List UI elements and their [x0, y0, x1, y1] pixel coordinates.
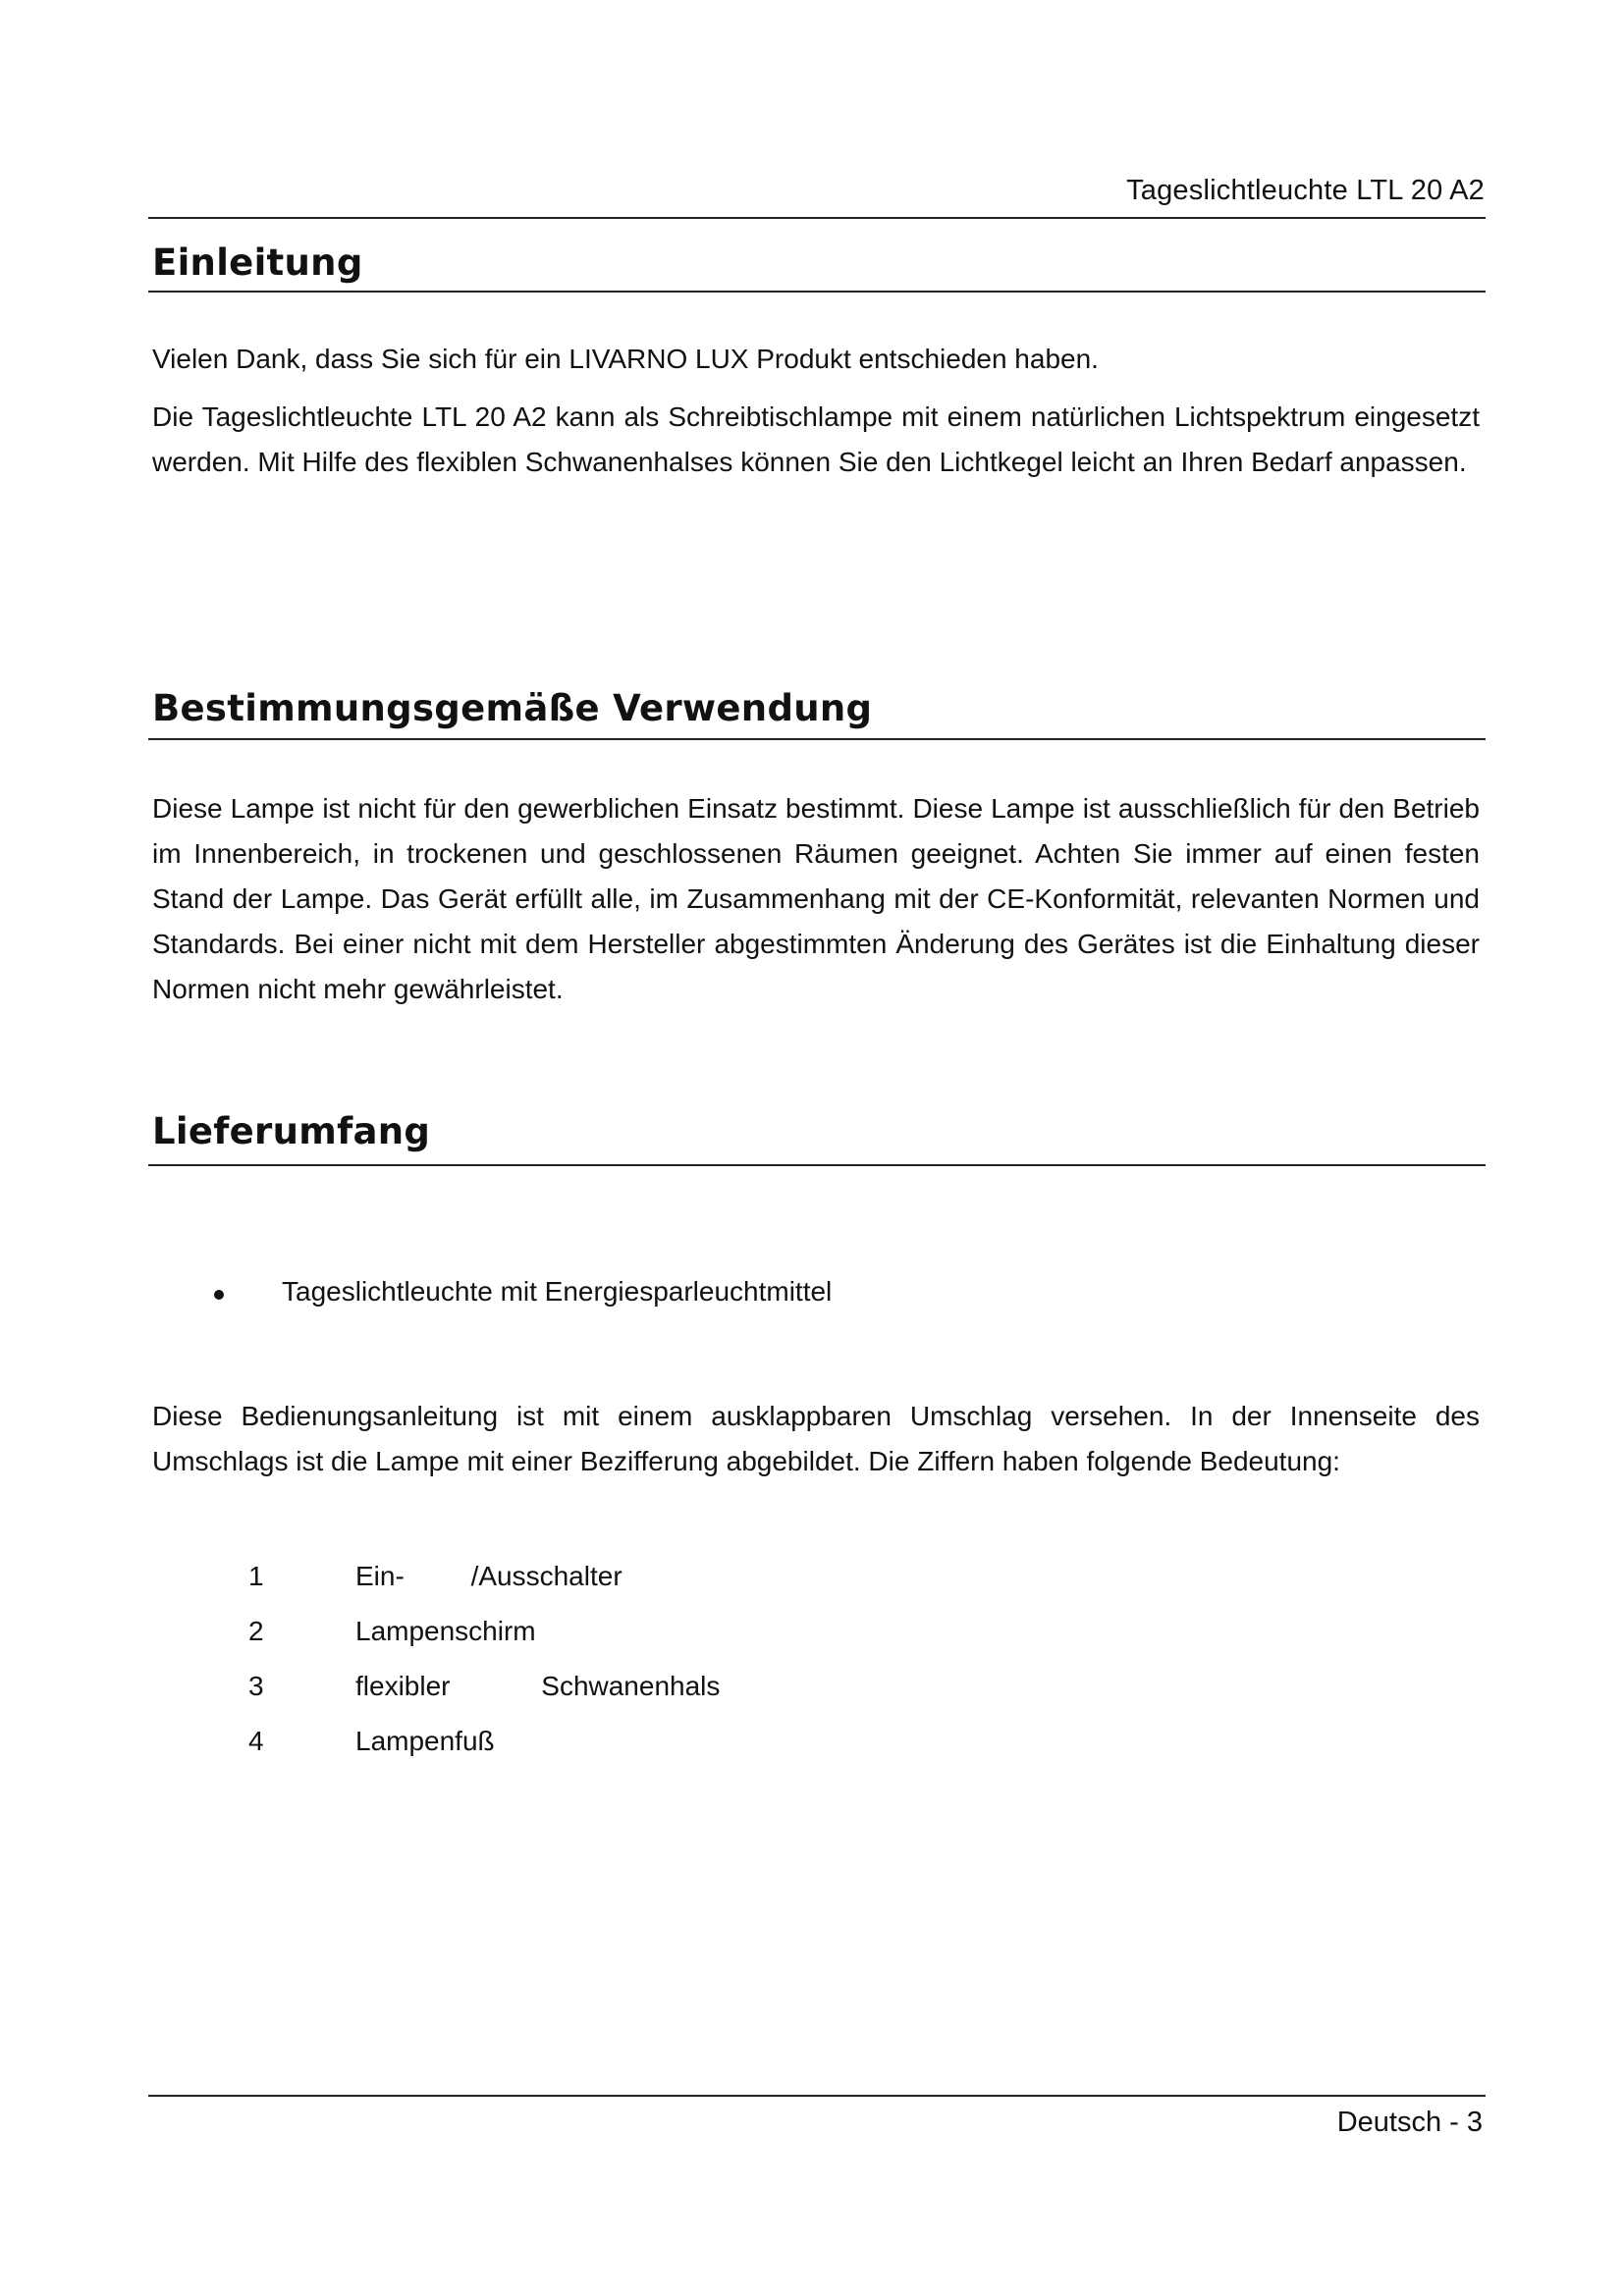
lieferumfang-paragraph: Diese Bedienungsanleitung ist mit einem ausklappbaren Umschlag versehen. In der Innenseite des Umschlags ist die Lampe mit einer Bezifferung abgebildet. Die Ziffern haben folgende Bedeutung:: [152, 1401, 1480, 1476]
part-name: flexibler Schwanenhals: [355, 1671, 721, 1701]
parts-list-item: [0, 1671, 1624, 1726]
heading-einleitung: Einleitung: [152, 241, 363, 284]
part-number: 1: [248, 1561, 264, 1591]
heading-bestimmungsgemaesse-verwendung: Bestimmungsgemäße Verwendung: [152, 687, 873, 729]
verwendung-paragraph: Diese Lampe ist nicht für den gewerblichen Einsatz bestimmt. Diese Lampe ist ausschließlich für den Betrieb im Innenbereich, in trockenen und geschlossenen Räumen geeignet. Achten Sie immer auf einen festen Stand der Lampe. Das Gerät erfüllt alle, im Zusammenhang mit der CE-Konformität, relevanten Normen und Standards. Bei einer nicht mit dem Hersteller abgestimmten Änderung des Gerätes ist die Einhaltung dieser Normen nicht mehr gewährleistet.: [152, 793, 1480, 1004]
heading-einleitung-rule: [148, 291, 1486, 293]
part-number: 2: [248, 1616, 264, 1646]
heading-verwendung-rule: [148, 738, 1486, 740]
part-name: Lampenfuß: [355, 1726, 495, 1756]
parts-list: [0, 1561, 1624, 1781]
running-header-title: Tageslichtleuchte LTL 20 A2: [1126, 175, 1485, 206]
page-number: Deutsch - 3: [1336, 2107, 1483, 2138]
bullet-text: Tageslichtleuchte mit Energiesparleuchtmittel: [282, 1276, 833, 1307]
einleitung-paragraph-2: Die Tageslichtleuchte LTL 20 A2 kann als Schreibtischlampe mit einem natürlichen Lichtspektrum eingesetzt werden. Mit Hilfe des flexiblen Schwanenhalses können Sie den Lichtkegel leicht an Ihren Bedarf anpassen.: [152, 401, 1480, 477]
bullet-dot-icon: [214, 1290, 224, 1300]
part-name: Ein- /Ausschalter: [355, 1561, 623, 1591]
parts-list-item: [0, 1616, 1624, 1671]
part-number: 3: [248, 1671, 264, 1701]
header-rule: [148, 217, 1486, 219]
parts-list-item: [0, 1561, 1624, 1616]
heading-lieferumfang-rule: [148, 1164, 1486, 1166]
part-number: 4: [248, 1726, 264, 1756]
parts-list-item: [0, 1726, 1624, 1781]
list-item: [0, 1276, 1624, 1315]
part-name: Lampenschirm: [355, 1616, 536, 1646]
einleitung-paragraph-1: Vielen Dank, dass Sie sich für ein LIVARNO LUX Produkt entschieden haben.: [152, 344, 1099, 374]
heading-lieferumfang: Lieferumfang: [152, 1110, 431, 1152]
footer-rule: [148, 2095, 1486, 2097]
